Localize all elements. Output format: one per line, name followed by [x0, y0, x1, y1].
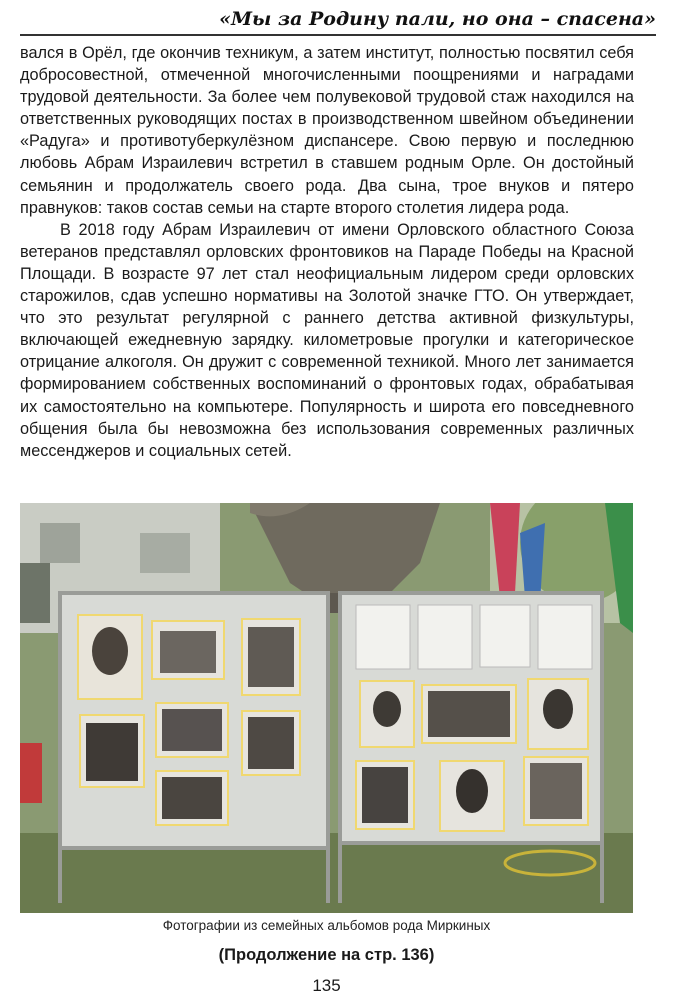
family-photo-display [20, 503, 633, 913]
page-number: 135 [312, 976, 341, 995]
photo-illustration [20, 503, 633, 913]
running-header [20, 6, 656, 36]
paragraph-2: В 2018 году Абрам Израилевич от имени Орловского областного Союза ветеранов представлял орловских фронтовиков на Параде Победы на Красной Площади. В возрасте 97 лет стал неофициальным лидером среди орловских старожилов, сдав успешно нормативы на Золотой значке ГТО. Он утверждает, что это результат регулярной с раннего детства активной физкультуры, включающей ежедневную зарядку. километровые прогулки и категорическое отрицание алкоголя. Он дружит с современной техникой. Много лет занимается формированием собственных воспоминаний о фронтовых годах, обрабатывая их самостоятельно на компьютере. Популярность и широта его повседневного общения была бы невозможна без использования современных различных мессенджеров и социальных сетей. [20, 220, 634, 460]
header-title: «Мы за Родину пали, но она – спасена» [219, 8, 656, 30]
paragraph-1: вался в Орёл, где окончив техникум, а затем институт, полностью посвятил себя добросовестной, отмеченной многочисленными поощрениями и наградами трудовой деятельности. За более чем полувековой трудовой стаж находился на ответственных руководящих постах в производственном швейном объединении «Радуга» и противотуберкулёзном диспансере. Свою первую и последнюю любовь Абрам Израилевич встретил в ставшем родным Орле. Он достойный семьянин и продолжатель своего рода. Два сына, трое внуков и пятеро правнуков: таков состав семьи на старте второго столетия лидера рода. [20, 44, 634, 217]
continuation-note: (Продолжение на стр. 136) [218, 946, 435, 964]
article-body [20, 42, 634, 462]
photo-caption: Фотографии из семейных альбомов рода Миркиных [162, 918, 491, 933]
